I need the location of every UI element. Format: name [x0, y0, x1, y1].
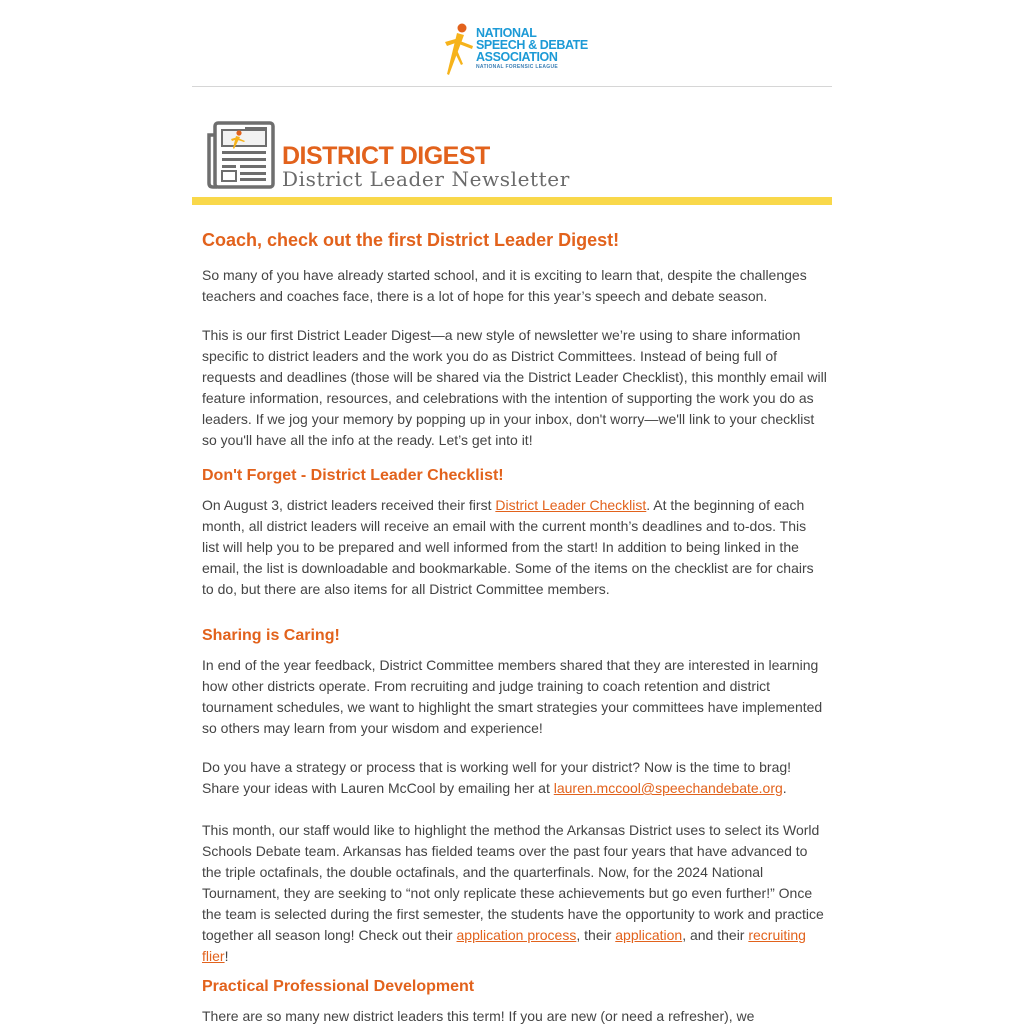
sharing-paragraph-2	[202, 757, 827, 799]
newspaper-icon	[205, 121, 277, 196]
arkansas-text-after: !	[224, 948, 229, 964]
recruiting-flier-link[interactable]: recruiting flier	[202, 927, 806, 964]
logo-tagline: NATIONAL FORENSIC LEAGUE	[476, 64, 559, 70]
logo-line-1: NATIONAL	[476, 26, 537, 40]
sharing-heading: Sharing is Caring!	[202, 627, 340, 644]
intro-paragraph-2: This is our first District Leader Digest—a new style of newsletter we’re using to share information specific to district leaders and the work you do as District Committees. Instead of being full of requests and deadlines (those will be shared via the District Leader Checklist), this monthly email will feature information, resources, and celebrations with the intention of supporting the work you do as leaders. If we jog your memory by popping up in your inbox, don't worry—we'll link to your checklist so you'll have all the info at the ready. Let’s get into it!	[202, 327, 827, 448]
application-process-link[interactable]: application process	[456, 927, 577, 943]
district-leader-checklist-link[interactable]: District Leader Checklist	[495, 497, 647, 513]
runner-icon	[443, 20, 479, 76]
arkansas-text-mid-1: , their	[576, 927, 616, 943]
arkansas-text-mid-2: , and their	[682, 927, 749, 943]
sharing-text-before: Do you have a strategy or process that is working well for your district? Now is the time to brag! Share your ideas with Lauren McCool by emailing her at	[202, 759, 792, 796]
development-heading: Practical Professional Development	[202, 978, 475, 995]
email-link[interactable]: lauren.mccool@speechandebate.org	[553, 780, 783, 796]
banner-subtitle: District Leader Newsletter	[282, 167, 570, 191]
logo-wordmark	[476, 27, 588, 70]
sharing-text-after: .	[782, 780, 787, 796]
logo-line-3: ASSOCIATION	[476, 50, 558, 64]
application-link[interactable]: application	[615, 927, 683, 943]
banner-underline	[192, 197, 832, 205]
checklist-heading: Don't Forget - District Leader Checklist!	[202, 467, 504, 484]
nsda-logo[interactable]	[443, 20, 588, 76]
development-paragraph: There are so many new district leaders this term! If you are new (or need a refresher), we	[202, 1008, 755, 1024]
header-divider	[192, 86, 832, 87]
sharing-paragraph-1: In end of the year feedback, District Committee members shared that they are interested in learning how other districts operate. From recruiting and judge training to coach retention and district tournament schedules, we want to highlight the smart strategies your committees have implemented so others may learn from your wisdom and experience!	[202, 657, 823, 736]
checklist-paragraph	[202, 495, 827, 600]
sharing-paragraph-3	[202, 820, 827, 967]
checklist-text-after: . At the beginning of each month, all district leaders will receive an email with the current month’s deadlines and to-dos. This list will help you to be prepared and well informed from the start! In addition to being linked in the email, the list is downloadable and bookmarkable. Some of the items on the checklist are for chairs to do, but there are also items for all District Committee members.	[202, 497, 814, 597]
banner-title: DISTRICT DIGEST	[282, 142, 490, 170]
intro-heading: Coach, check out the first District Leader Digest!	[202, 230, 620, 250]
logo-line-2: SPEECH & DEBATE	[476, 38, 588, 52]
arkansas-text-before: This month, our staff would like to highlight the method the Arkansas District uses to select its World Schools Debate team. Arkansas has fielded teams over the past four years that have advanced to the triple octafinals, the double octafinals, and the quarterfinals. Now, for the 2024 National Tournament, they are seeking to “not only replicate these achievements but go even further!” Once the team is selected during the first semester, the students have the opportunity to work and practice together all season long! Check out their	[202, 822, 824, 943]
checklist-text-before: On August 3, district leaders received their first	[202, 497, 496, 513]
intro-paragraph-1: So many of you have already started school, and it is exciting to learn that, despite the challenges teachers and coaches face, there is a lot of hope for this year’s speech and debate season.	[202, 267, 807, 304]
